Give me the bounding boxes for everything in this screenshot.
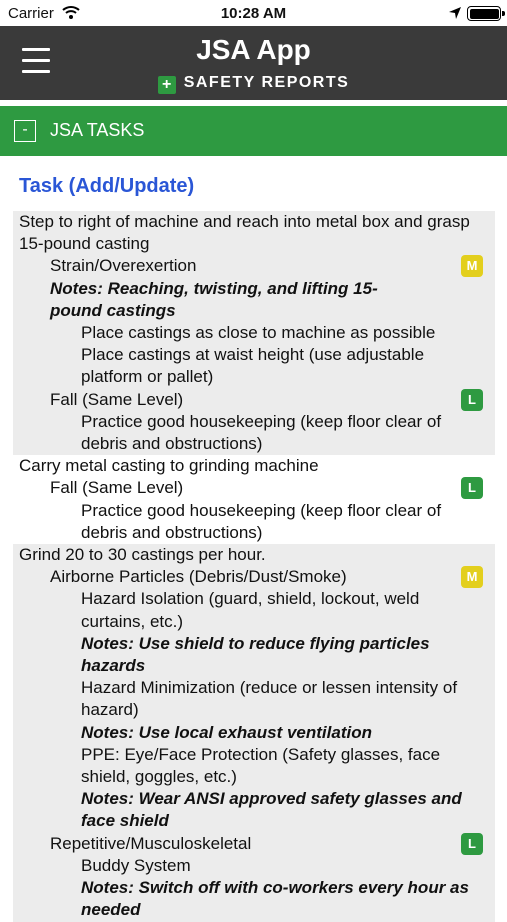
plus-icon: + (158, 76, 176, 94)
hazard-name: Fall (Same Level) (50, 389, 184, 409)
app-header (0, 26, 507, 100)
battery-icon (467, 6, 501, 21)
hazard-row (19, 833, 495, 855)
task-row[interactable] (13, 455, 495, 544)
jsa-tasks-section-toggle[interactable] (0, 106, 507, 156)
status-bar (0, 0, 507, 26)
control-note: Notes: Wear ANSI approved safety glasses and face shield (81, 789, 462, 831)
hazard-name: Fall (Same Level) (50, 478, 184, 498)
control-note: Notes: Switch off with co-workers every hour as needed (81, 878, 469, 920)
risk-badge-medium: M (461, 566, 483, 588)
control-item: Practice good housekeeping (keep floor clear of debris and obstructions) (81, 411, 442, 454)
hazard-name: Repetitive/Musculoskeletal (50, 833, 252, 853)
control-item: Practice good housekeeping (keep floor clear of debris and obstructions) (81, 500, 442, 542)
hazard-name: Airborne Particles (Debris/Dust/Smoke) (50, 567, 347, 587)
control-item: PPE: Eye/Face Protection (Safety glasses, face shield, goggles, etc.) (81, 744, 441, 787)
control-item: Place castings at waist height (use adjustable platform or pallet) (81, 345, 425, 387)
task-row[interactable] (13, 544, 495, 921)
task-row[interactable] (13, 211, 495, 455)
control-item: Buddy System (81, 855, 191, 875)
app-title: JSA App (196, 34, 311, 65)
section-label: JSA TASKS (50, 120, 145, 140)
control-note: Notes: Use shield to reduce flying particles hazards (81, 633, 430, 676)
hazard-row (19, 255, 495, 322)
task-list (13, 211, 495, 922)
control-item: Place castings as close to machine as possible (81, 323, 436, 343)
task-step: Step to right of machine and reach into metal box and grasp 15-pound casting (19, 212, 470, 254)
collapse-icon[interactable]: - (14, 120, 36, 142)
carrier-label: Carrier (8, 5, 54, 22)
control-item: Hazard Isolation (guard, shield, lockout, weld curtains, etc.) (81, 589, 420, 631)
task-add-update-link[interactable]: Task (Add/Update) (19, 175, 195, 197)
app-subtitle (0, 74, 507, 94)
control-item: Hazard Minimization (reduce or lessen intensity of hazard) (81, 678, 458, 720)
clock-time: 10:28 AM (220, 5, 287, 22)
task-step: Grind 20 to 30 castings per hour. (19, 545, 266, 565)
hazard-row (19, 566, 495, 588)
hazard-row (19, 477, 495, 499)
risk-badge-low: L (461, 833, 483, 855)
control-note: Notes: Use local exhaust ventilation (81, 722, 372, 742)
hazard-name: Strain/Overexertion (50, 256, 197, 276)
risk-badge-low: L (461, 389, 483, 411)
hazard-row (19, 389, 495, 411)
location-arrow-icon (448, 6, 462, 25)
risk-badge-medium: M (461, 255, 483, 277)
risk-badge-low: L (461, 477, 483, 499)
task-step: Carry metal casting to grinding machine (19, 456, 319, 476)
hazard-note: Notes: Reaching, twisting, and lifting 15-pound castings (50, 278, 378, 320)
subtitle-text: SAFETY REPORTS (183, 74, 350, 91)
